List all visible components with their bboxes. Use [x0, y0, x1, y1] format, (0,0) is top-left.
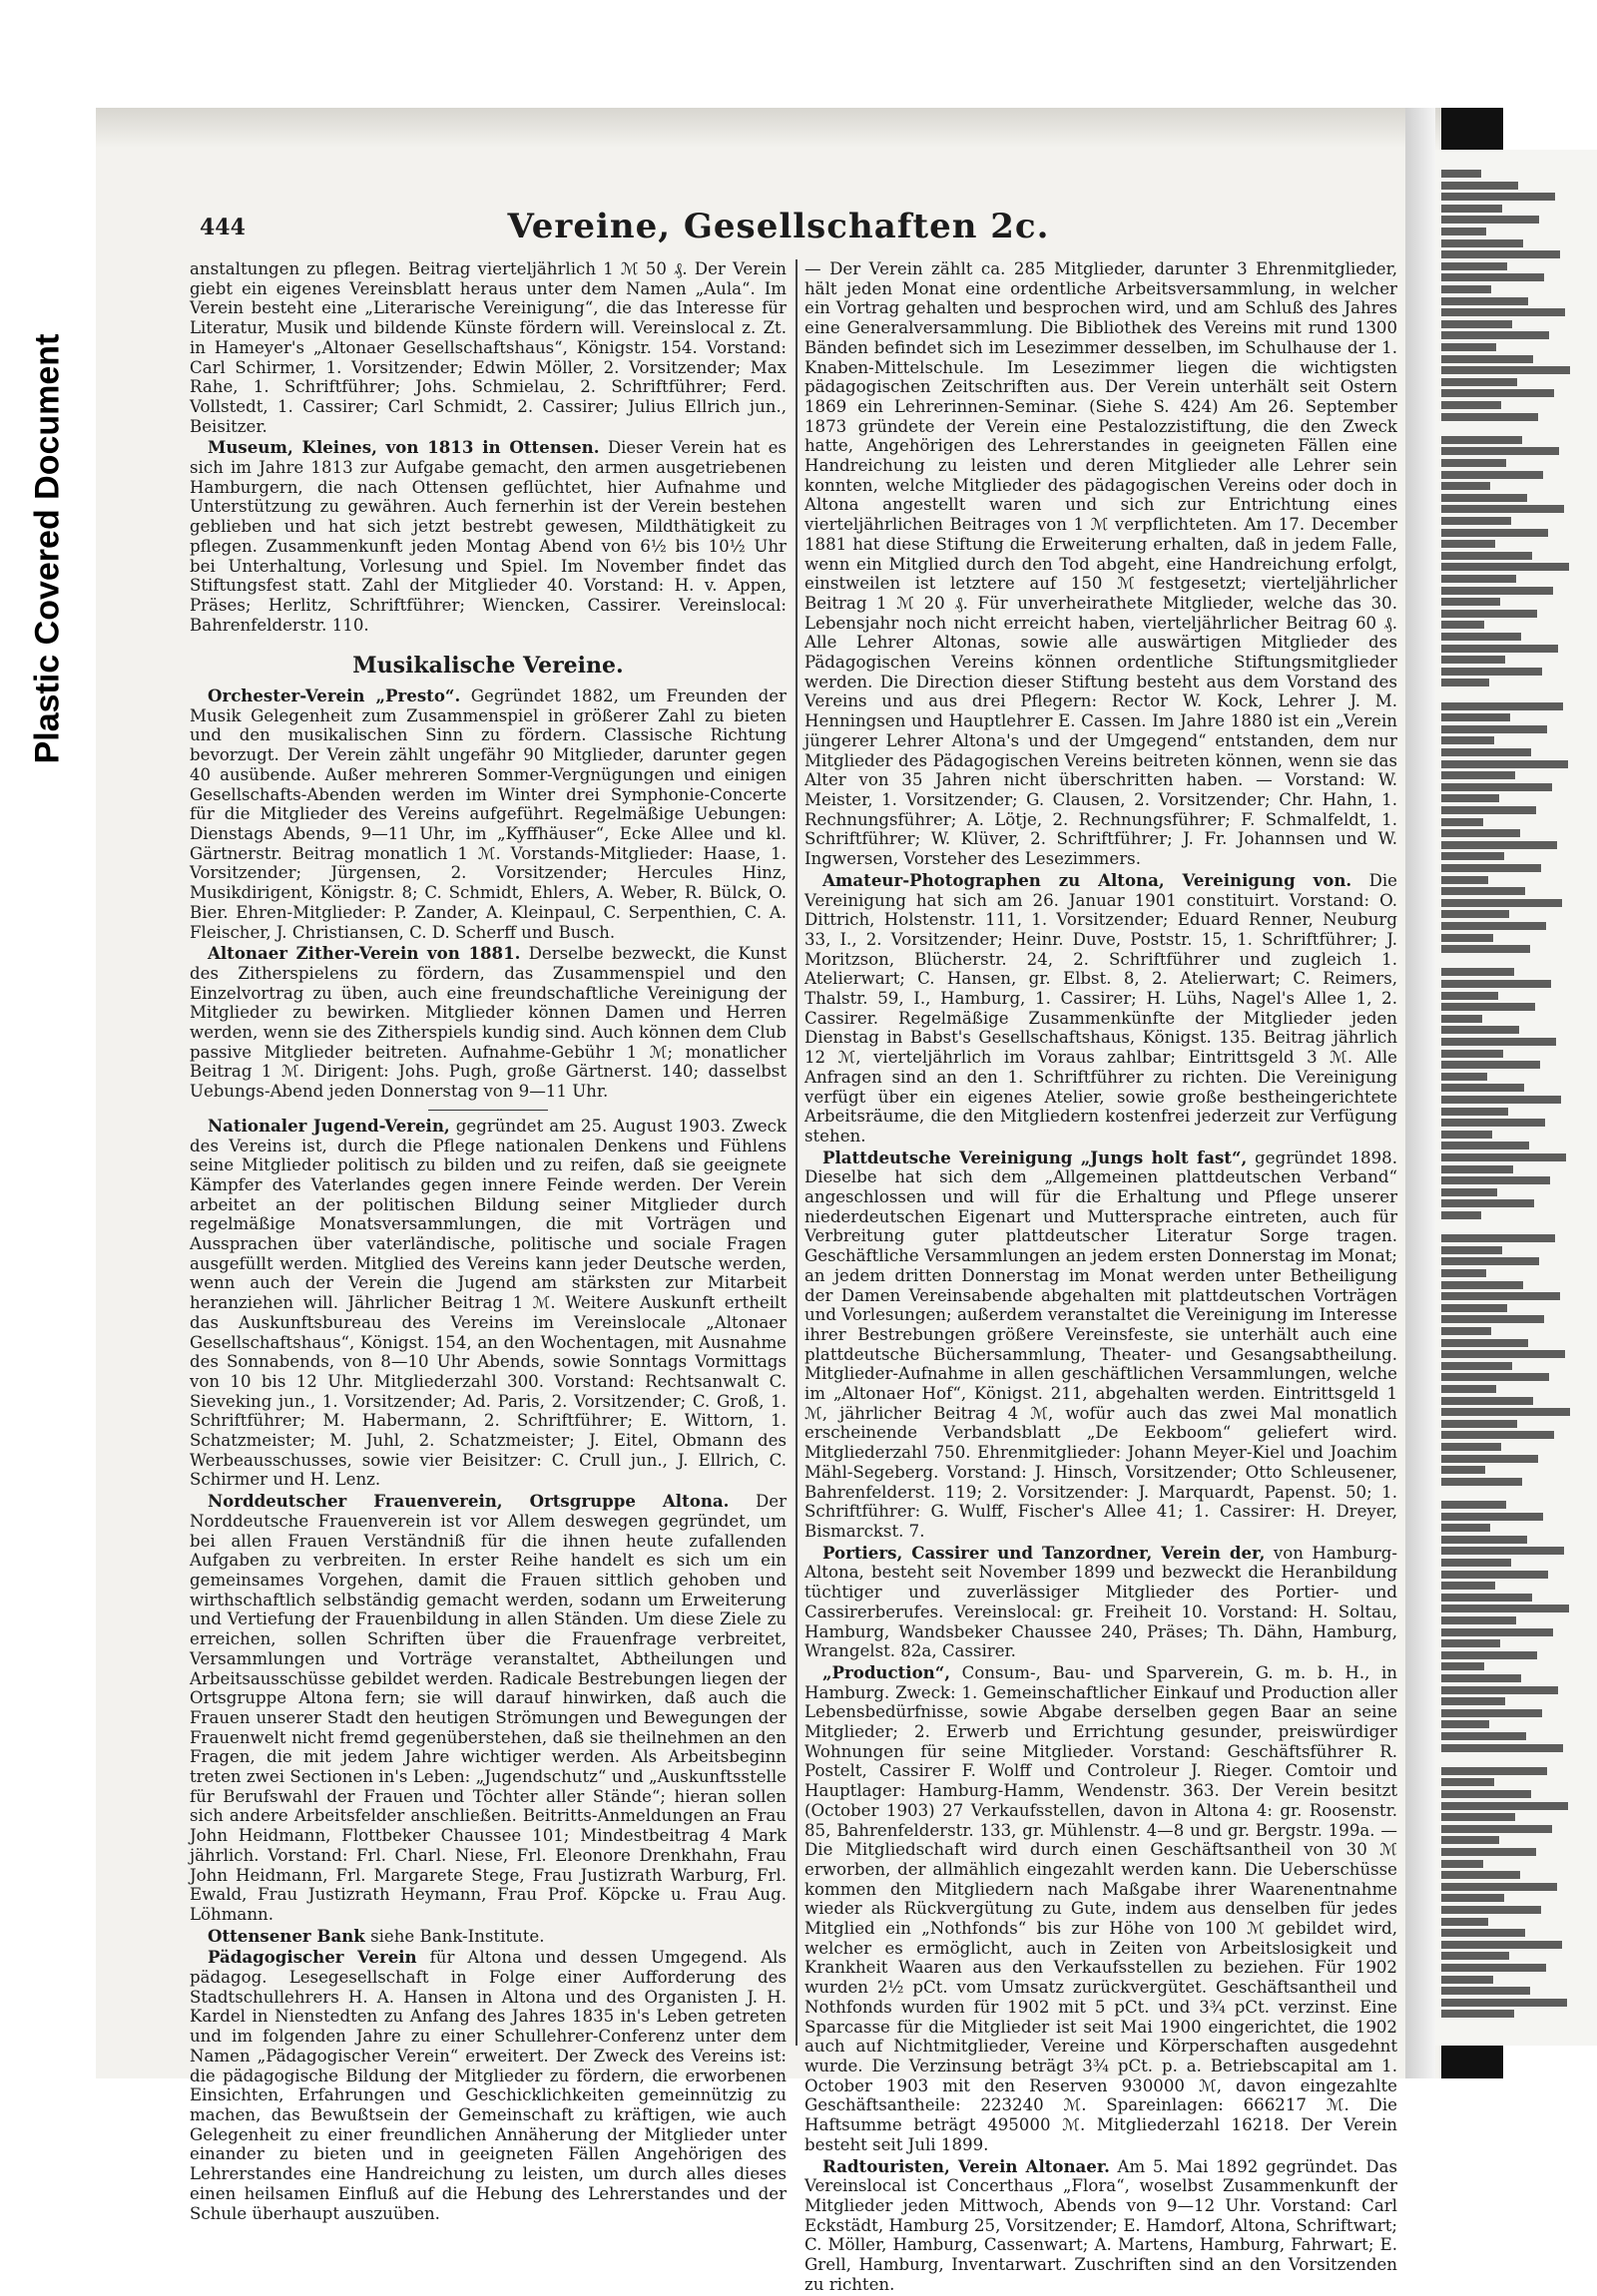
adjacent-page-text-line — [1441, 1339, 1528, 1347]
adjacent-page-text-line — [1441, 1848, 1536, 1856]
adjacent-page-text-line — [1441, 852, 1504, 860]
adjacent-page-text-line — [1441, 1455, 1538, 1463]
entry-text: gegründet 1898. Dieselbe hat sich dem „Allgemeinen plattdeutschen Verband“ angeschlossen und will für die Erhaltung und Pflege unserer niederdeutschen Eigenart und Muttersprache eintreten, auch für Verbreitung guter plattdeutscher Literatur Sorge tragen. Geschäftliche Versammlungen an jedem ersten Donnerstag im Monat; an jedem dritten Donnerstag im Monat werden unter Betheiligung der Damen Vereinsabende abgehalten mit plattdeutschen Vorträgen und Vorlesungen; außerdem veranstaltet die Vereinigung im Interesse ihrer Bestrebungen größere Vereinsfeste, sie unterhält auch eine plattdeutsche Büchersammlung, Theater- und Gesangsabtheilung. Mitglieder-Aufnahme in allen geschäftlichen Versammlungen, welche im „Altonaer Hof“, Königst. 211, abgehalten werden. Eintrittsgeld 1 ℳ, jährlicher Beitrag 4 ℳ, wofür auch das zwei Mal monatlich erscheinende Verbandsblatt „De Eekboom“ geliefert wird. Mitgliederzahl 750. Ehrenmitglieder: Johann Meyer-Kiel und Joachim Mähl-Segeberg. Vorstand: J. Hinsch, Vorsitzender; Otto Schleusener, Bahrenfelderst. 119; 2. Vorsitzender: J. Marquardt, Papenst. 50; 1. Schriftführer: G. Wulff, Fischer's Allee 41; 1. Cassirer: H. Dreyer, Bismarckst. 7. — [804, 1148, 1398, 1541]
adjacent-page-text-line — [1441, 494, 1527, 502]
adjacent-page-text-line — [1441, 748, 1531, 756]
adjacent-page-text-line — [1441, 1802, 1568, 1810]
adjacent-page-text-line — [1441, 1894, 1504, 1902]
adjacent-page-text-line — [1441, 1744, 1563, 1752]
adjacent-page-text-line — [1441, 1199, 1534, 1207]
entry-text: Die Vereinigung hat sich am 26. Januar 1901 constituirt. Vorstand: O. Dittrich, Holstenstr. 111, 1. Vorsitzender; Eduard Renner, Neuburg 33, I., 2. Vorsitzender; Heinr. Duve, Poststr. 15, 1. Schriftführer; J. Moritzson, Blücherstr. 24, 2. Schriftführer und zugleich 1. Atelierwart; C. Hansen, gr. Elbst. 8, 2. Atelierwart; C. Reimers, Thalstr. 59, I., Hamburg, 1. Cassirer; H. Lühs, Nagel's Allee 1, 2. Cassirer. Regelmäßige Zusammenkünfte der Mitglieder jeden Dienstag in Babst's Gesellschaftshaus, Königst. 135. Beitrag jährlich 12 ℳ, vierteljährlich im Voraus zahlbar; Eintrittsgeld 3 ℳ. Alle Anfragen sind an den 1. Schriftführer zu richten. Die Vereinigung verfügt über ein eigenes Atelier, sowie große bestheingerichtete Arbeitsräume, die den Mitgliedern kostenfrei jederzeit zur Verfügung stehen. — [804, 870, 1397, 1146]
adjacent-page-text-line — [1441, 1257, 1539, 1265]
adjacent-page-text-line — [1441, 934, 1493, 942]
adjacent-page-text-line — [1441, 1373, 1549, 1381]
adjacent-page-text-line — [1441, 1061, 1540, 1069]
adjacent-page-text-line — [1441, 1559, 1511, 1567]
entry-title: Pädagogischer Verein — [208, 1947, 417, 1968]
adjacent-page-text-line — [1441, 1778, 1494, 1786]
adjacent-page-text-line — [1441, 1662, 1484, 1670]
adjacent-page-text-line — [1441, 1026, 1519, 1034]
adjacent-page-text-line — [1441, 1397, 1533, 1405]
adjacent-page-text-line — [1441, 1119, 1545, 1127]
adjacent-page-text-line — [1441, 436, 1522, 444]
adjacent-page-text-line — [1441, 1108, 1508, 1116]
adjacent-page-text-line — [1441, 413, 1538, 421]
entry-text: siehe Bank-Institute. — [370, 1926, 545, 1946]
adjacent-page-text-line — [1441, 273, 1544, 281]
adjacent-page-text-line — [1441, 343, 1496, 351]
entry-title: Amateur-Photographen zu Altona, Vereinigung von. — [822, 869, 1352, 890]
adjacent-page-text-line — [1441, 1188, 1497, 1196]
paragraph-paedagogischer-verein-continuation: — Der Verein zählt ca. 285 Mitglieder, darunter 3 Ehrenmitglieder, hält jeden Monat eine ordentliche Arbeitsversammlung, in welcher ein Vortrag gehalten und besprochen wird, und am Schluß des Jahres eine Generalversammlung. Die Bibliothek des Vereins mit rund 1300 Bänden befindet sich im Lesezimmer desselben, im Schulhause der 1. Knaben-Mittelschule. Im Lesezimmer liegen die wichtigsten pädagogischen Zeitschriften aus. Der Verein unterhält seit Ostern 1869 ein Lehrerinnen-Seminar. (Siehe S. 424) Am 26. September 1873 gründete der Verein eine Pestalozzistiftung, die den Zweck hatte, Angehörigen des Lehrerstandes in geeigneten Fällen eine Handreichung zu leisten und deren Mitglieder alle Lehrer sein konnten, welche Mitglieder des pädagogischen Vereins oder doch in Altona angestellt waren und sich zur Entrichtung eines vierteljährlichen Beitrages von 1 ℳ verpflichteten. Am 17. December 1881 hat diese Stiftung die Erweiterung erhalten, daß in jedem Falle, wenn ein Mitglied durch den Tod abgeht, eine Handreichung erfolgt, einstweilen ist letztere auf 150 ℳ festgesetzt; vierteljährlicher Beitrag 1 ℳ 20 ₰. Für unverheirathete Mitglieder, welche das 30. Lebensjahr noch nicht erreicht haben, vierteljährlicher Beitrag 60 ₰. Alle Lehrer Altonas, sowie alle auswärtigen Mitglieder des Pädagogischen Vereins können ordentliche Stiftungsmitglieder werden. Die Direction dieser Stiftung besteht aus dem Vorstand des Vereins und aus drei Pflegern: Rector W. Kock, Lehrer J. M. Henningsen und Hauptlehrer E. Cassen. Im Jahre 1880 ist ein „Verein jüngerer Lehrer Altona's und der Umgegend“ entstanden, dem nur Mitglieder des Pädagogischen Vereins beitreten können, wenn sie das Alter von 35 Jahren nicht überschritten haben. — Vorstand: W. Meister, 1. Vorsitzender; G. Clausen, 2. Vorsitzender; Chr. Hahn, 1. Rechnungsführer; A. Lötje, 2. Rechnungsführer; F. Schmalfeldt, 1. Schriftführer; W. Klüver, 2. Schriftführer; J. Fr. Johannsen und W. Ingwersen, Vorsteher des Lesezimmers. — [804, 259, 1397, 869]
adjacent-page-text-line — [1441, 980, 1551, 988]
entry-portiers-cassirer — [804, 1544, 1397, 1661]
adjacent-page-text-line — [1441, 1246, 1502, 1254]
entry-amateur-photographen — [804, 871, 1397, 1147]
adjacent-page-fragment — [1435, 150, 1597, 2046]
adjacent-page-text-line — [1441, 563, 1569, 571]
adjacent-page-text-line — [1441, 228, 1486, 235]
adjacent-page-text-line — [1441, 1073, 1487, 1081]
adjacent-page-text-line — [1441, 992, 1498, 1000]
adjacent-page-text-line — [1441, 1408, 1570, 1416]
adjacent-page-text-line — [1441, 760, 1568, 768]
adjacent-page-text-line — [1441, 1790, 1531, 1798]
adjacent-page-text-line — [1441, 1628, 1553, 1636]
entry-plattdeutsche-vereinigung — [804, 1148, 1397, 1542]
adjacent-page-text-line — [1441, 205, 1502, 213]
column-divider — [796, 259, 798, 2046]
adjacent-page-text-line — [1441, 1697, 1505, 1705]
adjacent-page-text-line — [1441, 1825, 1552, 1833]
adjacent-page-text-line — [1441, 1513, 1543, 1521]
adjacent-page-text-line — [1441, 1883, 1557, 1891]
entry-orchester-verein-presto — [190, 687, 787, 942]
adjacent-page-text-line — [1441, 1165, 1513, 1173]
entry-title: Altonaer Zither-Verein von 1881. — [208, 943, 521, 964]
entry-radtouristen — [804, 2157, 1397, 2295]
adjacent-page-text-line — [1441, 216, 1539, 224]
adjacent-page-text-line — [1441, 1860, 1483, 1868]
adjacent-page-text-line — [1441, 331, 1549, 339]
adjacent-page-text-line — [1441, 239, 1523, 247]
entry-title: Orchester-Verein „Presto“. — [208, 686, 461, 706]
adjacent-page-text-line — [1441, 968, 1514, 976]
adjacent-page-text-line — [1441, 308, 1565, 316]
adjacent-page-text-line — [1441, 170, 1481, 178]
adjacent-page-text-line — [1441, 517, 1511, 525]
entry-text: Consum-, Bau- und Sparverein, G. m. b. H., in Hamburg. Zweck: 1. Gemeinschaftlicher Einkauf und Production aller Lebensbedürfnisse, sowie Abgabe derselben gegen Baar an seine Mitglieder; 2. Erwerb und Errichtung gesunder, preiswürdiger Wohnungen für seine Mitglieder. Vorstand: Geschäftsführer R. Postelt, Cassirer F. Wolff und Controleur J. Rieger. Comtoir und Hauptlager: Hamburg-Hamm, Wendenstr. 363. Der Verein besitzt (October 1903) 27 Verkaufsstellen, davon in Altona 4: gr. Roosenstr. 85, Bahrenfelderstr. 133, gr. Mühlenstr. 4—8 und gr. Bergstr. 199a. — Die Mitgliedschaft wird durch einen Geschäftsantheil von 30 ℳ erworben, der allmählich eingezahlt werden kann. Die Ueberschüsse kommen den Mitgliedern nach Maßgabe ihrer Waarenentnahme wieder als Rückvergütung zu Gute, indem aus denselben für jedes Mitglied ein „Nothfonds“ bis zur Höhe von 100 ℳ gebildet wird, welcher es ermöglicht, auch in Zeiten von Arbeitslosigkeit und Krankheit Waaren aus den Verkaufsstellen zu beziehen. Für 1902 wurden 2½ pCt. vom Umsatz zurückvergütet. Geschäftsantheil und Nothfonds wurden für 1902 mit 5 pCt. und 3¾ pCt. verzinst. Eine Sparcasse für die Mitglieder ist seit Mai 1900 eingerichtet, die 1902 auch auf Nichtmitglieder, Vereine und Körperschaften ausgedehnt wurde. Die Verzinsung beträgt 3¾ pCt. p. a. Betriebscapital am 1. October 1903 mit den Reserven 930000 ℳ, davon eingezahlte Geschäftsantheile: 223240 ℳ. Spareinlagen: 666217 ℳ. Die Haftsumme beträgt 495000 ℳ. Mitgliederzahl 16218. Der Verein besteht seit Juli 1899. — [804, 1662, 1397, 2154]
adjacent-page-text-line — [1441, 806, 1536, 814]
adjacent-page-text-line — [1441, 1269, 1486, 1277]
adjacent-page-text-line — [1441, 1871, 1520, 1879]
plastic-covered-label — [0, 0, 96, 1098]
adjacent-page-text-line — [1441, 1304, 1507, 1312]
adjacent-page-text-line — [1441, 1616, 1516, 1624]
adjacent-page-text-line — [1441, 1084, 1524, 1092]
adjacent-page-text-line — [1441, 899, 1562, 907]
entry-text: Am 5. Mai 1892 gegründet. Das Vereinslocal ist Concerthaus „Flora“, woselbst Zusammenkunft der Mitglieder jeden Mittwoch, Abends von 9—12 Uhr. Vorstand: Carl Eckstädt, Hamburg 25, Vorsitzender; E. Hamdorf, Altona, Schriftwart; C. Möller, Hamburg, Cassenwart; A. Martens, Hamburg, Fahrwart; E. Grell, Hamburg, Inventarwart. Zuschriften sind an den Vorsitzenden zu richten. — [804, 2156, 1398, 2294]
entry-title: Portiers, Cassirer und Tanzordner, Verein der, — [822, 1542, 1266, 1563]
adjacent-page-text-line — [1441, 1976, 1493, 1984]
adjacent-page-text-line — [1441, 1131, 1492, 1139]
adjacent-page-text-line — [1441, 1327, 1491, 1335]
adjacent-page-text-line — [1441, 771, 1515, 779]
entry-title: „Production“, — [822, 1661, 951, 1682]
adjacent-page-text-line — [1441, 1478, 1522, 1486]
adjacent-page-text-line — [1441, 841, 1557, 849]
entry-text: gegründet am 25. August 1903. Zweck des Vereins ist, durch die Pflege nationalen Denkens und Fühlens seine Mitglieder politisch zu bilden und zu reifen, daß sie geeignete Kämpfer des Vaterlandes gegen innere Feinde werden. Der Verein arbeitet an der politischen Bildung seiner Mitglieder durch regelmäßige Monatsversammlungen, die mit Vorträgen und Aussprachen über vaterländische, politische und sociale Fragen ausgefüllt werden. Mitglied des Vereins kann jeder Deutsche werden, wenn auch der Verein die Jugend am stärksten zur Mitarbeit heranziehen will. Jährlicher Beitrag 1 ℳ. Weitere Auskunft ertheilt das Auskunftsbureau des Vereins im Vereinslocale „Altonaer Gesellschaftshaus“, Königst. 154, an den Wochentagen, mit Ausnahme des Sonnabends, von 8—10 Uhr Abends, sowie Sonntags Vormittags von 10 bis 12 Uhr. Mitgliederzahl 300. Vorstand: Rechtsanwalt C. Sieveking jun., 1. Vorsitzender; Ad. Paris, 2. Vorsitzender; C. Groß, 1. Schriftführer; M. Habermann, 2. Schriftführer; E. Wittorn, 1. Schatzmeister; M. Juhl, 2. Schatzmeister; J. Eitel, Obmann des Werbeausschusses, sowie vier Beisitzer: C. Crull jun., J. Ellrich, C. Schirmer und H. Lenz. — [190, 1116, 787, 1490]
adjacent-page-text-line — [1441, 725, 1547, 733]
adjacent-page-text-line — [1441, 1385, 1496, 1393]
adjacent-page-text-line — [1441, 471, 1543, 479]
adjacent-page-text-line — [1441, 1582, 1495, 1590]
adjacent-page-text-line — [1441, 1836, 1499, 1844]
adjacent-page-text-line — [1441, 1952, 1509, 1960]
adjacent-page-text-line — [1441, 1605, 1569, 1612]
adjacent-page-text-line — [1441, 320, 1512, 328]
adjacent-page-text-line — [1441, 2010, 1514, 2018]
entry-paedagogischer-verein — [190, 1948, 787, 2223]
next-page-edge — [1405, 108, 1435, 2078]
section-divider — [428, 1110, 548, 1111]
entry-norddeutscher-frauenverein — [190, 1492, 787, 1924]
adjacent-page-text-line — [1441, 1941, 1562, 1949]
adjacent-page-text-line — [1441, 1686, 1558, 1694]
adjacent-page-text-line — [1441, 633, 1521, 641]
adjacent-page-text-line — [1441, 459, 1506, 467]
entry-title: Museum, Kleines, von 1813 in Ottensen. — [208, 437, 600, 458]
document-page — [160, 207, 1398, 2294]
adjacent-page-text-line — [1441, 1096, 1561, 1104]
page-shadow — [96, 108, 1503, 148]
adjacent-page-text-line — [1441, 1443, 1501, 1451]
adjacent-page-text-line — [1441, 1767, 1547, 1775]
entry-title: Norddeutscher Frauenverein, Ortsgruppe Altona. — [208, 1491, 730, 1512]
entry-text: Der Norddeutsche Frauenverein ist vor Allem deswegen gegründet, um bei allen Frauen Verständniß für die ihnen heute zufallenden Aufgaben zu verbreiten. In erster Reihe handelt es sich um ein gemeinsames Vorgehen, damit die Frauen sittlich gehoben und wirthschaftlich selbständig gemacht werden, sodann um Erweiterung und Vertiefung der Frauenbildung in allen Ständen. Um diese Ziele zu erreichen, sollen Schriften über die Frauenfrage verbreitet, Versammlungen und Vorträge veranstaltet, Abtheilungen und Arbeitsausschüsse gebildet werden. Radicale Bestrebungen liegen der Ortsgruppe Altona fern; sie will darauf hinwirken, daß auch die Frauen unserer Stadt den heutigen Strömungen und Bewegungen der Frauenwelt nicht fremd gegenüberstehen, daß sie theilnehmen an den Fragen, die mit jedem Jahre wichtiger werden. Als Arbeitsbeginn treten zwei Sectionen in's Leben: „Jugendschutz“ und „Auskunftsstelle für Berufswahl der Frauen und Töchter aller Stände“; hieran sollen sich andere Arbeitsfelder anschließen. Beitritts-Anmeldungen an Frau John Heidmann, Flottbeker Chaussee 101; Mindestbeitrag 4 Mark jährlich. Vorstand: Frl. Charl. Niese, Frl. Eleonore Drenkhahn, Frau John Heidmann, Frl. Margarete Stege, Frau Justizrath Warburg, Frl. Ewald, Frau Justizrath Heymann, Frau Prof. Köpcke u. Frau Aug. Löhmann. — [190, 1492, 788, 1924]
adjacent-page-text-line — [1441, 262, 1507, 270]
adjacent-page-text-line — [1441, 945, 1530, 953]
side-label-text: Plastic Covered Document — [28, 333, 67, 764]
adjacent-page-text-line — [1441, 1315, 1544, 1323]
left-column — [190, 259, 787, 2225]
adjacent-page-text-line — [1441, 1281, 1523, 1289]
adjacent-page-text-line — [1441, 736, 1494, 744]
adjacent-page-text-line — [1441, 1176, 1550, 1184]
adjacent-page-text-line — [1441, 1639, 1500, 1647]
adjacent-page-text-line — [1441, 366, 1570, 374]
adjacent-page-text-line — [1441, 1929, 1525, 1937]
adjacent-page-text-line — [1441, 702, 1563, 710]
adjacent-page-text-line — [1441, 1431, 1554, 1439]
adjacent-page-text-line — [1441, 1732, 1526, 1740]
adjacent-page-text-line — [1441, 610, 1537, 618]
adjacent-page-text-line — [1441, 1292, 1560, 1300]
adjacent-page-text-line — [1441, 598, 1500, 606]
adjacent-page-text-line — [1441, 829, 1520, 837]
entry-text: Derselbe bezweckt, die Kunst des Zitherspielens zu fördern, das Zusammenspiel und den Einzelvortrag zu üben, auch eine freundschaftliche Vereinigung der Mitglieder zu bewirken. Mitglieder können Damen und Herren werden, wenn sie des Zitherspiels kundig sind. Auch können dem Club passive Mitglieder beitreten. Aufnahme-Gebühr 1 ℳ; monatlicher Beitrag 1 ℳ. Dirigent: Johs. Pugh, große Gärtnerst. 140; dasselbst Uebungs-Abend jeden Donnerstag von 9—11 Uhr. — [190, 944, 788, 1102]
adjacent-page-text-line — [1441, 1153, 1566, 1161]
adjacent-page-text-line — [1441, 1466, 1485, 1474]
entry-title: Ottensener Bank — [208, 1925, 365, 1946]
adjacent-page-text-line — [1441, 818, 1483, 826]
right-column — [804, 259, 1397, 2296]
section-title-musikalische-vereine: Musikalische Vereine. — [352, 653, 624, 680]
adjacent-page-text-line — [1441, 389, 1554, 397]
adjacent-page-text-line — [1441, 922, 1546, 930]
adjacent-page-text-line — [1441, 1211, 1481, 1219]
entry-title: Nationaler Jugend-Verein, — [208, 1115, 450, 1136]
adjacent-page-text-line — [1441, 794, 1499, 802]
adjacent-page-text-line — [1441, 887, 1525, 895]
adjacent-page-text-line — [1441, 529, 1548, 537]
adjacent-page-text-line — [1441, 552, 1532, 560]
adjacent-page-text-line — [1441, 679, 1489, 687]
adjacent-page-text-line — [1441, 1720, 1489, 1728]
adjacent-page-text-line — [1441, 1015, 1482, 1023]
adjacent-page-text-line — [1441, 1709, 1542, 1717]
adjacent-page-text-line — [1441, 1362, 1512, 1370]
adjacent-page-text-line — [1441, 285, 1491, 293]
adjacent-page-text-line — [1441, 1501, 1506, 1509]
adjacent-page-text-line — [1441, 1350, 1565, 1358]
adjacent-page-text-line — [1441, 1050, 1503, 1058]
entry-title: Radtouristen, Verein Altonaer. — [822, 2155, 1110, 2176]
adjacent-page-text-line — [1441, 378, 1517, 386]
adjacent-page-text-line — [1441, 1906, 1541, 1914]
adjacent-page-text-line — [1441, 1674, 1521, 1682]
paragraph-aula-continuation: anstaltungen zu pflegen. Beitrag vierteljährlich 1 ℳ 50 ₰. Der Verein giebt ein eigenes Vereinsblatt heraus unter dem Namen „Aula“. Im Verein besteht eine „Literarische Vereinigung“, die das Interesse für Literatur, Musik und bildende Künste fördern will. Vereinslocal z. Zt. in Hameyer's „Altonaer Gesellschaftshaus“, Königstr. 154. Vorstand: Carl Schirmer, 1. Vorsitzender; Edwin Möller, 2. Vorsitzender; Max Rahe, 1. Schriftführer; Johs. Schmielau, 2. Schriftführer; Ferd. Vollstedt, 1. Cassirer; Carl Schmidt, 2. Cassirer; Julius Ellrich jun., Beisitzer. — [190, 259, 787, 436]
entry-text: von Hamburg-Altona, besteht seit November 1899 und bezweckt die Heranbildung tüchtiger und zuverlässiger Mitglieder des Portier- und Cassirerberufes. Vereinslocal: gr. Freiheit 10. Vorstand: H. Soltau, Hamburg, Wandsbeker Chaussee 240, Präses; Th. Dähn, Hamburg, Wrangelst. 82a, Cassirer. — [804, 1543, 1397, 1661]
page-number: 444 — [200, 215, 246, 240]
adjacent-page-text-line — [1441, 1651, 1537, 1659]
adjacent-page-text-line — [1441, 1987, 1530, 1995]
adjacent-page-text-line — [1441, 864, 1541, 872]
entry-text: Dieser Verein hat es sich im Jahre 1813 zur Aufgabe gemacht, den armen ausgetriebenen Hamburgern, die nach Ottensen geflüchtet, hier Aufnahme und Unterstützung zu gewähren. Auch fernerhin ist der Verein bestehen geblieben und hat sich jetzt bestrebt gewesen, Mildthätigkeit zu pflegen. Zusammenkunft jeden Montag Abend von 6½ bis 10½ Uhr bei Unterhaltung, Vorlesung und Spiel. Im November findet das Stiftungsfest statt. Zahl der Mitglieder 40. Vorstand: H. v. Appen, Präses; Herlitz, Schriftführer; Wiencken, Cassirer. Vereinslocal: Bahrenfelderstr. 110. — [190, 438, 787, 635]
entry-production — [804, 1663, 1397, 2155]
adjacent-page-text-line — [1441, 656, 1505, 664]
adjacent-page-text-line — [1441, 401, 1501, 409]
entry-museum-kleines — [190, 438, 787, 635]
adjacent-page-text-line — [1441, 575, 1516, 583]
adjacent-page-text-line — [1441, 182, 1518, 190]
adjacent-page-text-line — [1441, 621, 1484, 629]
adjacent-page-text-line — [1441, 297, 1528, 305]
adjacent-page-text-line — [1441, 1964, 1546, 1972]
adjacent-page-text-line — [1441, 1142, 1529, 1149]
adjacent-page-text-line — [1441, 250, 1560, 258]
adjacent-page-text-line — [1441, 1536, 1527, 1544]
adjacent-page-text-line — [1441, 1420, 1517, 1428]
adjacent-page-text-line — [1441, 713, 1510, 721]
adjacent-page-text-line — [1441, 482, 1490, 490]
adjacent-page-text-line — [1441, 1524, 1490, 1532]
entry-title: Plattdeutsche Vereinigung „Jungs holt fast“, — [822, 1147, 1248, 1167]
adjacent-page-text-line — [1441, 1571, 1548, 1579]
adjacent-page-text-line — [1441, 193, 1555, 201]
adjacent-page-text-line — [1441, 1918, 1488, 1926]
adjacent-page-text-line — [1441, 1234, 1555, 1242]
adjacent-page-text-line — [1441, 783, 1552, 791]
adjacent-page-text-line — [1441, 1547, 1564, 1555]
adjacent-page-text-line — [1441, 447, 1559, 455]
entry-text: Gegründet 1882, um Freunden der Musik Gelegenheit zum Zusammenspiel in größerer Zahl zu bieten und den musikalischen Sinn zu fördern. Classische Richtung bevorzugt. Der Verein zählt ungefähr 90 Mitglieder, darunter gegen 40 ausübende. Außer mehreren Sommer-Vergnügungen und einigen Gesellschafts-Abenden werden im Winter drei Symphonie-Concerte für die Mitglieder des Vereins aufgeführt. Regelmäßige Uebungen: Dienstags Abends, 9—11 Uhr, im „Kyffhäuser“, Ecke Allee und kl. Gärtnerstr. Beitrag monatlich 1 ℳ. Vorstands-Mitglieder: Haase, 1. Vorsitzender; Jürgensen, 2. Vorsitzender; Hercules Hinz, Musikdirigent, Königstr. 8; C. Schmidt, Ehlers, A. Weber, R. Bülck, O. Bier. Ehren-Mitglieder: P. Zander, A. Kleinpaul, C. Serpenthien, C. A. Fleischer, J. Christiansen, C. D. Scherff und Busch. — [190, 687, 787, 942]
adjacent-page-text-line — [1441, 355, 1533, 363]
adjacent-page-text-line — [1441, 1999, 1567, 2007]
adjacent-page-text-line — [1441, 1003, 1535, 1011]
adjacent-page-text-line — [1441, 645, 1558, 653]
adjacent-page-text-line — [1441, 1594, 1532, 1602]
adjacent-page-text-line — [1441, 505, 1564, 513]
adjacent-page-text-line — [1441, 540, 1495, 548]
entry-ottensener-bank — [190, 1927, 787, 1947]
running-head: Vereine, Gesellschaften 2c. — [507, 207, 1050, 246]
adjacent-page-text-line — [1441, 876, 1488, 884]
entry-nationaler-jugend-verein — [190, 1117, 787, 1490]
adjacent-page-text-line — [1441, 587, 1553, 595]
entry-altonaer-zither-verein — [190, 944, 787, 1102]
adjacent-page-text-line — [1441, 910, 1509, 918]
entry-text: für Altona und dessen Umgegend. Als pädagog. Lesegesellschaft in Folge einer Aufforderung des Stadtschullehrers H. A. Hansen in Altona und des Organisten J. H. Kardel in Nienstedten zu Anfang des Jahres 1835 in's Leben getreten und im folgenden Jahre zu einer Schullehrer-Conferenz unter dem Namen „Pädagogischer Verein“ erweitert. Der Zweck des Vereins ist: die pädagogische Bildung der Mitglieder zu fördern, die erworbenen Einsichten, Erfahrungen und Geschicklichkeiten gemeinnützig zu machen, das Bewußtsein der Gemeinschaft zu kräftigen, wie auch Gelegenheit zu einer freundlichen Annäherung der Mitglieder unter einander zu bieten und in geeigneten Fällen Angehörigen des Lehrerstandes eine Handreichung zu leisten, um durch alles dieses einen heilsamen Einfluß auf die Hebung des Lehrerstandes und der Schule überhaupt auszuüben. — [190, 1948, 787, 2223]
adjacent-page-text-line — [1441, 668, 1542, 676]
adjacent-page-text-line — [1441, 1038, 1556, 1046]
adjacent-page-text-line — [1441, 1813, 1515, 1821]
